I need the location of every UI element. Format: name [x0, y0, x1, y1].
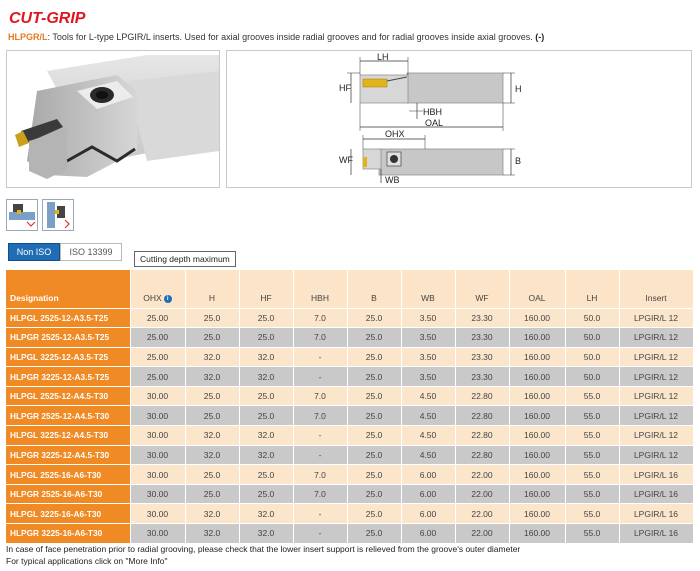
table-cell: 25.0 [347, 465, 401, 485]
table-row[interactable] [6, 484, 693, 504]
table-cell: LPGIR/L 12 [619, 445, 693, 465]
designation-cell[interactable]: HLPGR 2525-12-A4.5-T30 [6, 406, 130, 426]
table-row[interactable] [6, 367, 693, 387]
logo-text: CUT-GRIP [9, 10, 86, 26]
table-cell: 22.80 [455, 445, 509, 465]
table-cell: 30.00 [130, 524, 185, 544]
table-cell: 160.00 [509, 484, 565, 504]
table-cell: 32.0 [239, 445, 293, 465]
table-cell: 55.0 [565, 524, 619, 544]
table-cell: 25.0 [239, 386, 293, 406]
table-cell: 30.00 [130, 386, 185, 406]
table-cell: 25.0 [239, 308, 293, 328]
table-cell: 32.0 [185, 347, 239, 367]
table-row[interactable] [6, 524, 693, 544]
designation-cell[interactable]: HLPGR 3225-16-A6-T30 [6, 524, 130, 544]
dim-ohx: OHX [385, 129, 405, 139]
table-row[interactable] [6, 465, 693, 485]
table-cell: 3.50 [401, 367, 455, 387]
table-cell: 25.0 [239, 484, 293, 504]
designation-cell[interactable]: HLPGR 3225-12-A3.5-T25 [6, 367, 130, 387]
dim-lh: LH [377, 52, 389, 62]
dim-wb: WB [385, 175, 400, 185]
table-header-row [6, 270, 693, 308]
footer-note-penetration: In case of face penetration prior to radial grooving, please check that the lower insert support is relieved from the groove's outer diameter [6, 544, 521, 554]
table-cell: 32.0 [185, 524, 239, 544]
table-cell: 25.00 [130, 367, 185, 387]
table-cell: 25.0 [185, 328, 239, 348]
axial-groove-icon [7, 200, 37, 230]
tab-non-iso[interactable]: Non ISO [8, 243, 60, 261]
table-cell: 22.00 [455, 524, 509, 544]
table-cell: 6.00 [401, 504, 455, 524]
table-cell: 30.00 [130, 484, 185, 504]
info-icon[interactable]: i [164, 295, 172, 303]
table-cell: LPGIR/L 16 [619, 504, 693, 524]
table-cell: 25.0 [347, 445, 401, 465]
description-text: : Tools for L-type LPGIR/L inserts. Used for axial grooves inside radial grooves and for radial grooves inside axial grooves. [47, 32, 533, 42]
table-cell: 6.00 [401, 524, 455, 544]
table-cell: 22.00 [455, 465, 509, 485]
designation-cell[interactable]: HLPGL 3225-12-A3.5-T25 [6, 347, 130, 367]
dim-oal: OAL [425, 118, 444, 128]
table-cell: 22.00 [455, 504, 509, 524]
radial-groove-icon [43, 200, 73, 230]
table-cell: LPGIR/L 12 [619, 367, 693, 387]
table-cell: LPGIR/L 12 [619, 426, 693, 446]
designation-cell[interactable]: HLPGL 2525-12-A3.5-T25 [6, 308, 130, 328]
designation-cell[interactable]: HLPGR 2525-16-A6-T30 [6, 484, 130, 504]
table-cell: 25.0 [185, 484, 239, 504]
table-cell: 25.0 [185, 386, 239, 406]
designation-cell[interactable]: HLPGR 3225-12-A4.5-T30 [6, 445, 130, 465]
table-cell: 160.00 [509, 426, 565, 446]
table-cell: 25.0 [347, 504, 401, 524]
table-cell: 25.0 [239, 328, 293, 348]
footer-note-more-info: For typical applications click on "More Info" [6, 556, 168, 566]
table-cell: 25.0 [347, 524, 401, 544]
table-cell: 23.30 [455, 308, 509, 328]
table-cell: 25.0 [185, 465, 239, 485]
table-cell: 22.80 [455, 386, 509, 406]
product-code: HLPGR/L [8, 32, 48, 42]
table-cell: LPGIR/L 12 [619, 308, 693, 328]
dim-hf: HF [339, 83, 351, 93]
table-cell: 4.50 [401, 426, 455, 446]
table-cell: 7.0 [293, 406, 347, 426]
table-cell: 160.00 [509, 367, 565, 387]
table-cell: LPGIR/L 16 [619, 484, 693, 504]
table-cell: 32.0 [185, 426, 239, 446]
table-cell: 4.50 [401, 406, 455, 426]
table-cell: 32.0 [185, 367, 239, 387]
product-image-panel [6, 50, 220, 188]
table-cell: 22.80 [455, 426, 509, 446]
dim-hbh: HBH [423, 107, 443, 117]
table-cell: LPGIR/L 12 [619, 347, 693, 367]
table-cell: 160.00 [509, 308, 565, 328]
table-cell: 6.00 [401, 484, 455, 504]
table-cell: 55.0 [565, 406, 619, 426]
table-cell: 30.00 [130, 504, 185, 524]
designation-cell[interactable]: HLPGL 2525-16-A6-T30 [6, 465, 130, 485]
table-cell: 160.00 [509, 465, 565, 485]
table-cell: 7.0 [293, 328, 347, 348]
table-row[interactable] [6, 504, 693, 524]
table-cell: 32.0 [239, 524, 293, 544]
table-cell: LPGIR/L 12 [619, 386, 693, 406]
table-cell: 55.0 [565, 386, 619, 406]
table-cell: 32.0 [239, 367, 293, 387]
col-wf[interactable]: WF [455, 270, 509, 308]
col-wb[interactable]: WB [401, 270, 455, 308]
table-row[interactable] [6, 445, 693, 465]
dimension-drawing [227, 51, 691, 187]
table-cell: - [293, 504, 347, 524]
col-designation[interactable]: Designation [6, 270, 130, 308]
table-cell: 30.00 [130, 426, 185, 446]
designation-cell[interactable]: HLPGL 2525-12-A4.5-T30 [6, 386, 130, 406]
col-lh[interactable]: LH [565, 270, 619, 308]
table-cell: 25.0 [347, 328, 401, 348]
table-cell: 160.00 [509, 347, 565, 367]
table-cell: 25.0 [347, 367, 401, 387]
table-cell: 160.00 [509, 328, 565, 348]
table-cell: 4.50 [401, 386, 455, 406]
table-cell: 25.0 [347, 406, 401, 426]
table-cell: 32.0 [185, 504, 239, 524]
table-cell: 50.0 [565, 328, 619, 348]
table-body [6, 308, 693, 543]
table-cell: 6.00 [401, 465, 455, 485]
table-cell: 50.0 [565, 308, 619, 328]
table-cell: 30.00 [130, 406, 185, 426]
collapse-toggle[interactable]: (-) [535, 32, 545, 42]
col-hbh[interactable]: HBH [293, 270, 347, 308]
table-cell: 25.00 [130, 308, 185, 328]
table-cell: 50.0 [565, 347, 619, 367]
table-cell: 32.0 [239, 426, 293, 446]
col-b[interactable]: B [347, 270, 401, 308]
table-cell: 50.0 [565, 367, 619, 387]
table-cell: - [293, 524, 347, 544]
table-cell: LPGIR/L 16 [619, 465, 693, 485]
designation-cell[interactable]: HLPGL 3225-16-A6-T30 [6, 504, 130, 524]
table-cell: 3.50 [401, 328, 455, 348]
table-cell: 25.0 [239, 406, 293, 426]
table-cell: 22.80 [455, 406, 509, 426]
dim-wf: WF [339, 155, 353, 165]
tool-holder-image [7, 51, 219, 187]
product-table [6, 270, 694, 544]
table-row[interactable] [6, 386, 693, 406]
table-cell: 55.0 [565, 426, 619, 446]
table-cell: 55.0 [565, 504, 619, 524]
table-cell: 32.0 [239, 347, 293, 367]
col-h[interactable]: H [185, 270, 239, 308]
product-description [8, 32, 544, 42]
table-cell: 3.50 [401, 308, 455, 328]
table-cell: 25.00 [130, 347, 185, 367]
table-row[interactable] [6, 426, 693, 446]
table-cell: 30.00 [130, 465, 185, 485]
table-row[interactable] [6, 347, 693, 367]
table-cell: 55.0 [565, 445, 619, 465]
application-thumbnail-radial[interactable] [42, 199, 74, 231]
table-cell: LPGIR/L 16 [619, 524, 693, 544]
tooltip-cutting-depth: Cutting depth maximum [134, 251, 236, 267]
table-cell: 7.0 [293, 308, 347, 328]
table-cell: 160.00 [509, 524, 565, 544]
application-thumbnail-axial[interactable] [6, 199, 38, 231]
table-cell: - [293, 426, 347, 446]
table-cell: 4.50 [401, 445, 455, 465]
table-cell: 25.0 [347, 484, 401, 504]
table-cell: 7.0 [293, 465, 347, 485]
table-cell: - [293, 445, 347, 465]
table-cell: 25.00 [130, 328, 185, 348]
table-cell: 25.0 [185, 308, 239, 328]
table-cell: 25.0 [347, 386, 401, 406]
table-row[interactable] [6, 328, 693, 348]
table-cell: 30.00 [130, 445, 185, 465]
table-cell: 7.0 [293, 484, 347, 504]
table-cell: 25.0 [347, 426, 401, 446]
table-cell: LPGIR/L 12 [619, 406, 693, 426]
col-insert[interactable]: Insert [619, 270, 693, 308]
designation-cell[interactable]: HLPGL 3225-12-A4.5-T30 [6, 426, 130, 446]
table-cell: LPGIR/L 12 [619, 328, 693, 348]
table-cell: 23.30 [455, 367, 509, 387]
dim-b: B [515, 156, 522, 166]
table-cell: 160.00 [509, 504, 565, 524]
table-cell: - [293, 367, 347, 387]
table-cell: 23.30 [455, 347, 509, 367]
table-cell: - [293, 347, 347, 367]
table-row[interactable] [6, 308, 693, 328]
table-cell: 160.00 [509, 406, 565, 426]
dim-h: H [515, 84, 522, 94]
col-ohx[interactable]: OHX i [130, 270, 185, 308]
table-cell: 55.0 [565, 484, 619, 504]
dimension-drawing-panel [226, 50, 692, 188]
table-cell: 3.50 [401, 347, 455, 367]
col-oal[interactable]: OAL [509, 270, 565, 308]
cut-grip-logo [8, 8, 88, 26]
designation-cell[interactable]: HLPGR 2525-12-A3.5-T25 [6, 328, 130, 348]
table-cell: 32.0 [239, 504, 293, 524]
tab-iso-13399[interactable]: ISO 13399 [60, 243, 122, 261]
table-cell: 160.00 [509, 386, 565, 406]
table-cell: 25.0 [239, 465, 293, 485]
table-cell: 22.00 [455, 484, 509, 504]
table-cell: 25.0 [185, 406, 239, 426]
table-cell: 25.0 [347, 308, 401, 328]
table-row[interactable] [6, 406, 693, 426]
table-cell: 25.0 [347, 347, 401, 367]
table-cell: 23.30 [455, 328, 509, 348]
table-cell: 160.00 [509, 445, 565, 465]
table-cell: 32.0 [185, 445, 239, 465]
table-cell: 55.0 [565, 465, 619, 485]
col-hf[interactable]: HF [239, 270, 293, 308]
table-cell: 7.0 [293, 386, 347, 406]
